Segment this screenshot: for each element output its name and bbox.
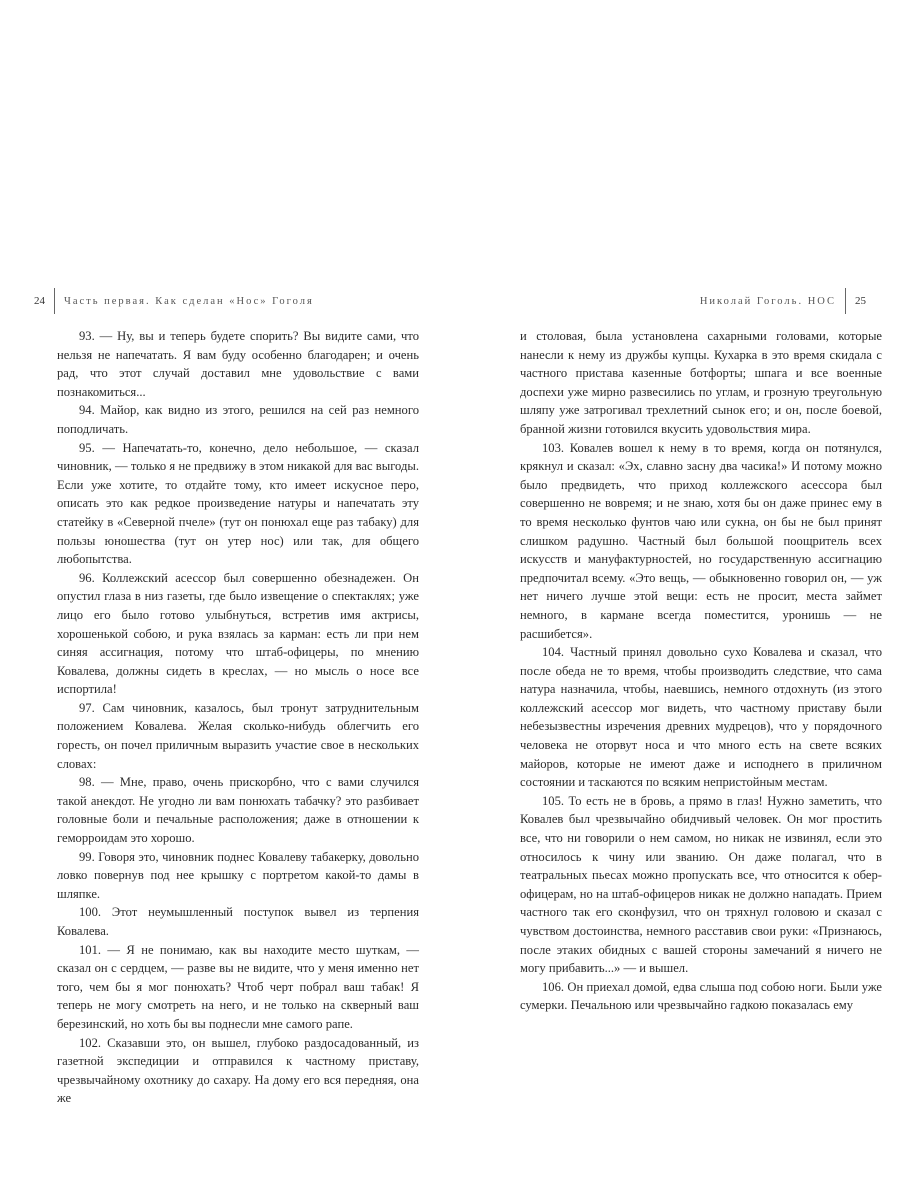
paragraph-103: 103. Ковалев вошел к нему в то время, когда он потянулся, крякнул и сказал: «Эх, славно засну два часика!» И потому можно было предвидеть, что приход коллежского асессора был совершенно не вовремя; и не знаю, хотя бы он даже принес ему в то время несколько фунтов чаю или сукна, он бы не был принят слишком радушно. Частный был большой поощритель всех искусств и мануфактурностей, но государственную ассигнацию предпочитал всему. «Это вещь, — обыкновенно говорил он, — уж нет ничего лучше этой вещи: есть не просит, места займет немного, в кармане всегда поместится, уронишь — не расшибется». bbox=[520, 440, 882, 641]
right-body-text bbox=[520, 327, 882, 1015]
right-head-divider bbox=[845, 288, 846, 314]
left-page-number: 24 bbox=[34, 295, 45, 307]
paragraph-98: 98. — Мне, право, очень прискорбно, что с вами случился такой анекдот. Не угодно ли вам понюхать табачку? это разбивает головные боли и печальные расположения; даже в отношении к геморроидам это хорошо. bbox=[57, 775, 419, 846]
left-head-divider bbox=[54, 288, 55, 314]
right-page-number: 25 bbox=[855, 295, 866, 307]
paragraph-97: 97. Сам чиновник, казалось, был тронут затруднительным положением Ковалева. Желая сколько-нибудь облегчить его горесть, он почел приличным выразить участие свое в нескольких словах: bbox=[57, 700, 419, 771]
right-running-title: Николай Гоголь. НОС bbox=[699, 295, 836, 307]
left-body-text bbox=[57, 327, 419, 1108]
paragraph-99: 99. Говоря это, чиновник поднес Ковалеву табакерку, довольно ловко повернув под нее крышку с портретом какой-то дамы в шляпке. bbox=[57, 849, 419, 901]
paragraph-96: 96. Коллежский асессор был совершенно обезнадежен. Он опустил глаза в низ газеты, где было извещение о спектаклях; уже лицо его было готово улыбнуться, встретив имя актрисы, хорошенькой собою, и рука взялась за карман: есть ли при нем синяя ассигнация, потому что штаб-офицеры, по мнению Ковалева, должны сидеть в креслах, — но мысль о носе все испортила! bbox=[57, 570, 419, 697]
right-running-head bbox=[700, 288, 866, 314]
right-page bbox=[450, 0, 900, 1200]
paragraph-104: 104. Частный принял довольно сухо Ковалева и сказал, что после обеда не то время, чтобы производить следствие, что сама натура назначила, чтобы, наевшись, немного отдохнуть (из этого коллежский асессор мог видеть, что частному приставу были небезызвестны изречения древних мудрецов), что у порядочного человека не оторвут носа и что много есть на свете всяких майоров, которые не имеют даже и исподнего в приличном состоянии и таскаются по всяким непристойным местам. bbox=[520, 645, 882, 790]
paragraph-94: 94. Майор, как видно из этого, решился на сей раз немного поподличать. bbox=[57, 403, 419, 436]
paragraph-100: 100. Этот неумышленный поступок вывел из терпения Ковалева. bbox=[57, 905, 419, 938]
paragraph-105: 105. То есть не в бровь, а прямо в глаз! Нужно заметить, что Ковалев был чрезвычайно обидчивый человек. Он мог простить все, что ни говорили о нем самом, но никак не извинял, если это относилось к чину или званию. Он даже полагал, что в театральных пьесах можно пропускать все, что относится к обер-офицерам, но на штаб-офицеров никак не должно нападать. Прием частного так его сконфузил, что он тряхнул головою и сказал с чувством достоинства, немного расставив свои руки: «Признаюсь, после этаких обидных с вашей стороны замечаний я ничего не могу прибавить...» — и вышел. bbox=[520, 793, 882, 976]
paragraph-106: 106. Он приехал домой, едва слыша под собою ноги. Были уже сумерки. Печальною или чрезвычайно гадкою показалась ему bbox=[520, 979, 882, 1013]
left-running-head bbox=[34, 288, 314, 314]
paragraph-continuation: и столовая, была установлена сахарными головами, которые нанесли к нему из дружбы купцы. Кухарка в это время скидала с частного пристава казенные ботфорты; шпага и все военные доспехи уже мирно развесились по углам, и грозную треугольную шляпу уже затрогивал трехлетний сынок его; и он, после боевой, бранной жизни готовился вкусить удовольствия мира. bbox=[520, 329, 882, 436]
left-running-title: Часть первая. Как сделан «Нос» Гоголя bbox=[64, 295, 314, 307]
paragraph-95: 95. — Напечатать-то, конечно, дело небольшое, — сказал чиновник, — только я не предвижу в этом никакой для вас выгоды. Если уже хотите, то отдайте тому, кто имеет искусное перо, описать это как редкое произведение натуры и напечатать эту статейку в «Северной пчеле» (тут он понюхал еще раз табаку) для пользы юношества (тут он утер нос) или так, для общего любопытства. bbox=[57, 440, 419, 567]
paragraph-101: 101. — Я не понимаю, как вы находите место шуткам, — сказал он с сердцем, — разве вы не видите, что у меня именно нет того, чем бы я мог понюхать? Чтоб черт побрал ваш табак! Я теперь не могу смотреть на него, и не только на скверный ваш березинский, но хоть бы вы поднесли мне самого рапе. bbox=[57, 942, 419, 1031]
paragraph-102: 102. Сказавши это, он вышел, глубоко раздосадованный, из газетной экспедиции и отправился к частному приставу, чрезвычайному охотнику до сахару. На дому его вся передняя, она же bbox=[57, 1035, 419, 1106]
paragraph-93: 93. — Ну, вы и теперь будете спорить? Вы видите сами, что нельзя не напечатать. Я вам буду особенно благодарен; и очень рад, что этот случай доставил мне удовольствие с вами познакомиться... bbox=[57, 329, 419, 399]
